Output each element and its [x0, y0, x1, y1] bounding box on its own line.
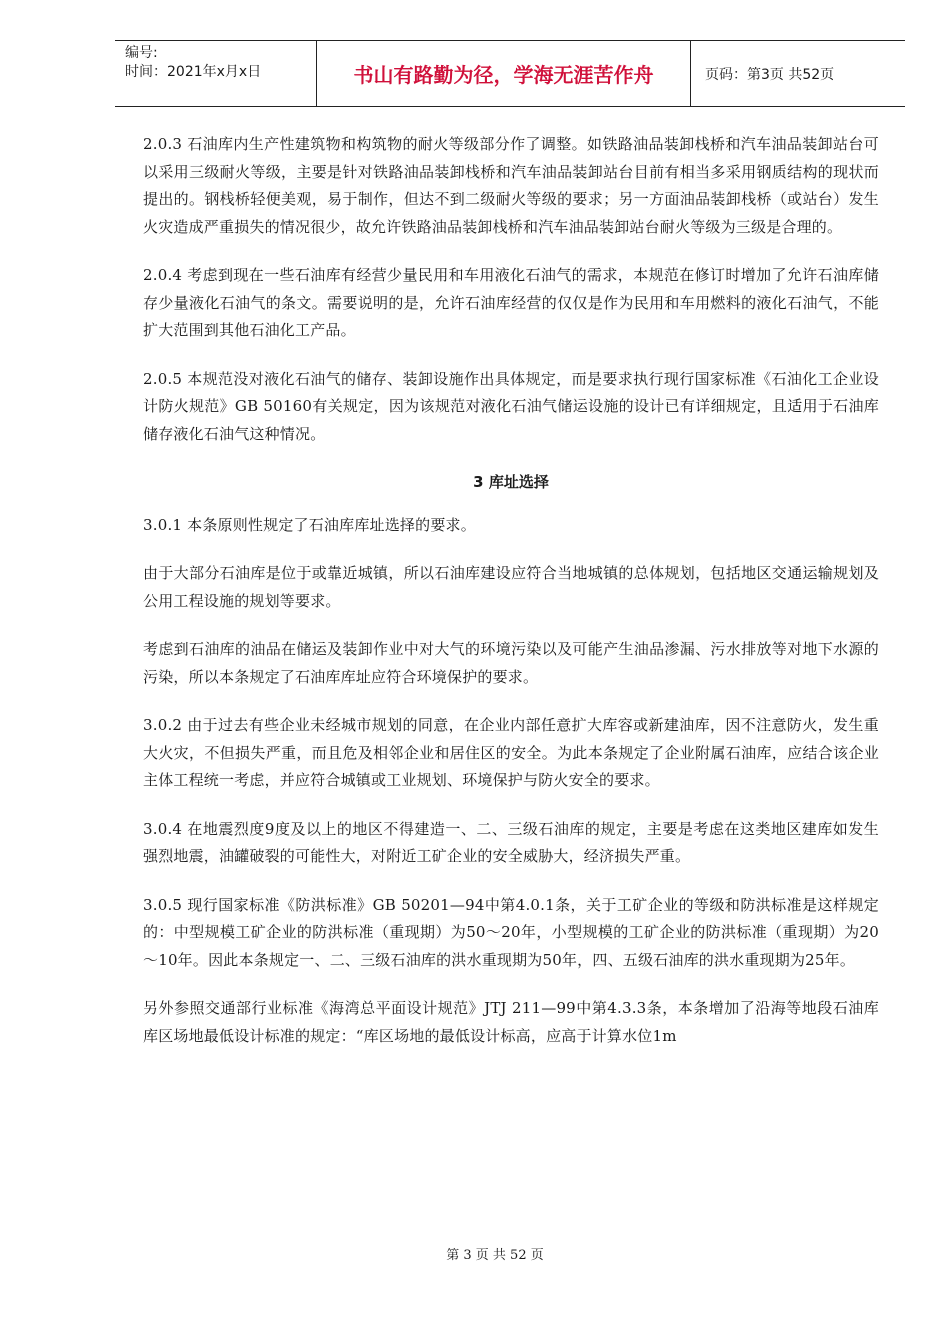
document-body — [143, 131, 879, 1071]
paragraph-3-0-4: 3.0.4 在地震烈度9度及以上的地区不得建造一、二、三级石油库的规定，主要是考虑在这类地区建库如发生强烈地震，油罐破裂的可能性大，对附近工矿企业的安全威胁大，经济损失严重。 — [143, 819, 879, 865]
paragraph-planning: 由于大部分石油库是位于或靠近城镇，所以石油库建设应符合当地城镇的总体规划，包括地区交通运输规划及公用工程设施的规划等要求。 — [143, 564, 879, 610]
paragraph-2-0-3: 2.0.3 石油库内生产性建筑物和构筑物的耐火等级部分作了调整。如铁路油品装卸栈桥和汽车油品装卸站台可以采用三级耐火等级，主要是针对铁路油品装卸栈桥和汽车油品装卸站台目前有相当多采用钢质结构的现状而提出的。钢栈桥轻便美观，易于制作，但达不到二级耐火等级的要求；另一方面油品装卸栈桥（或站台）发生火灾造成严重损失的情况很少，故允许铁路油品装卸栈桥和汽车油品装卸站台耐火等级为三级是合理的。 — [143, 135, 879, 236]
paragraph-2-0-4: 2.0.4 考虑到现在一些石油库有经营少量民用和车用液化石油气的需求，本规范在修订时增加了允许石油库储存少量液化石油气的条文。需要说明的是，允许石油库经营的仅仅是作为民用和车用燃料的液化石油气，不能扩大范围到其他石油化工产品。 — [143, 266, 879, 339]
header-motto: 书山有路勤为径，学海无涯苦作舟 — [317, 41, 691, 106]
paragraph-3-0-2: 3.0.2 由于过去有些企业未经城市规划的同意，在企业内部任意扩大库容或新建油库，因不注意防火，发生重大火灾，不但损失严重，而且危及相邻企业和居住区的安全。为此本条规定了企业附属石油库，应结合该企业主体工程统一考虑，并应符合城镇或工业规划、环境保护与防火安全的要求。 — [143, 716, 879, 789]
section-title: 3 库址选择 — [473, 473, 549, 491]
paragraph-environment: 考虑到石油库的油品在储运及装卸作业中对大气的环境污染以及可能产生油品渗漏、污水排放等对地下水源的污染，所以本条规定了石油库库址应符合环境保护的要求。 — [143, 640, 879, 686]
paragraph-2-0-5: 2.0.5 本规范没对液化石油气的储存、装卸设施作出具体规定，而是要求执行现行国家标准《石油化工企业设计防火规范》GB 50160有关规定，因为该规范对液化石油气储运设施的设计已有详细规定，且适用于石油库储存液化石油气这种情况。 — [143, 369, 879, 443]
paragraph-coastal: 另外参照交通部行业标准《海湾总平面设计规范》JTJ 211—99中第4.3.3条，本条增加了沿海等地段石油库库区场地最低设计标准的规定：“库区场地的最低设计标高，应高于计算水位1m — [143, 999, 879, 1045]
paragraph-3-0-1: 3.0.1 本条原则性规定了石油库库址选择的要求。 — [143, 515, 476, 534]
header-meta — [115, 41, 317, 106]
page-header — [115, 40, 905, 107]
document-time-label: 时间：2021年x月x日 — [125, 64, 262, 80]
paragraph-3-0-5: 3.0.5 现行国家标准《防洪标准》GB 50201—94中第4.0.1条，关于工矿企业的等级和防洪标准是这样规定的：中型规模工矿企业的防洪标准（重现期）为50～20年，小型规模的工矿企业的防洪标准（重现期）为20～10年。因此本条规定一、二、三级石油库的洪水重现期为50年，四、五级石油库的洪水重现期为25年。 — [143, 895, 879, 969]
document-number-label: 编号: — [125, 45, 158, 61]
page-footer: 第 3 页 共 52 页 — [446, 1248, 544, 1263]
header-page-label: 页码：第3页 共52页 — [705, 66, 835, 83]
